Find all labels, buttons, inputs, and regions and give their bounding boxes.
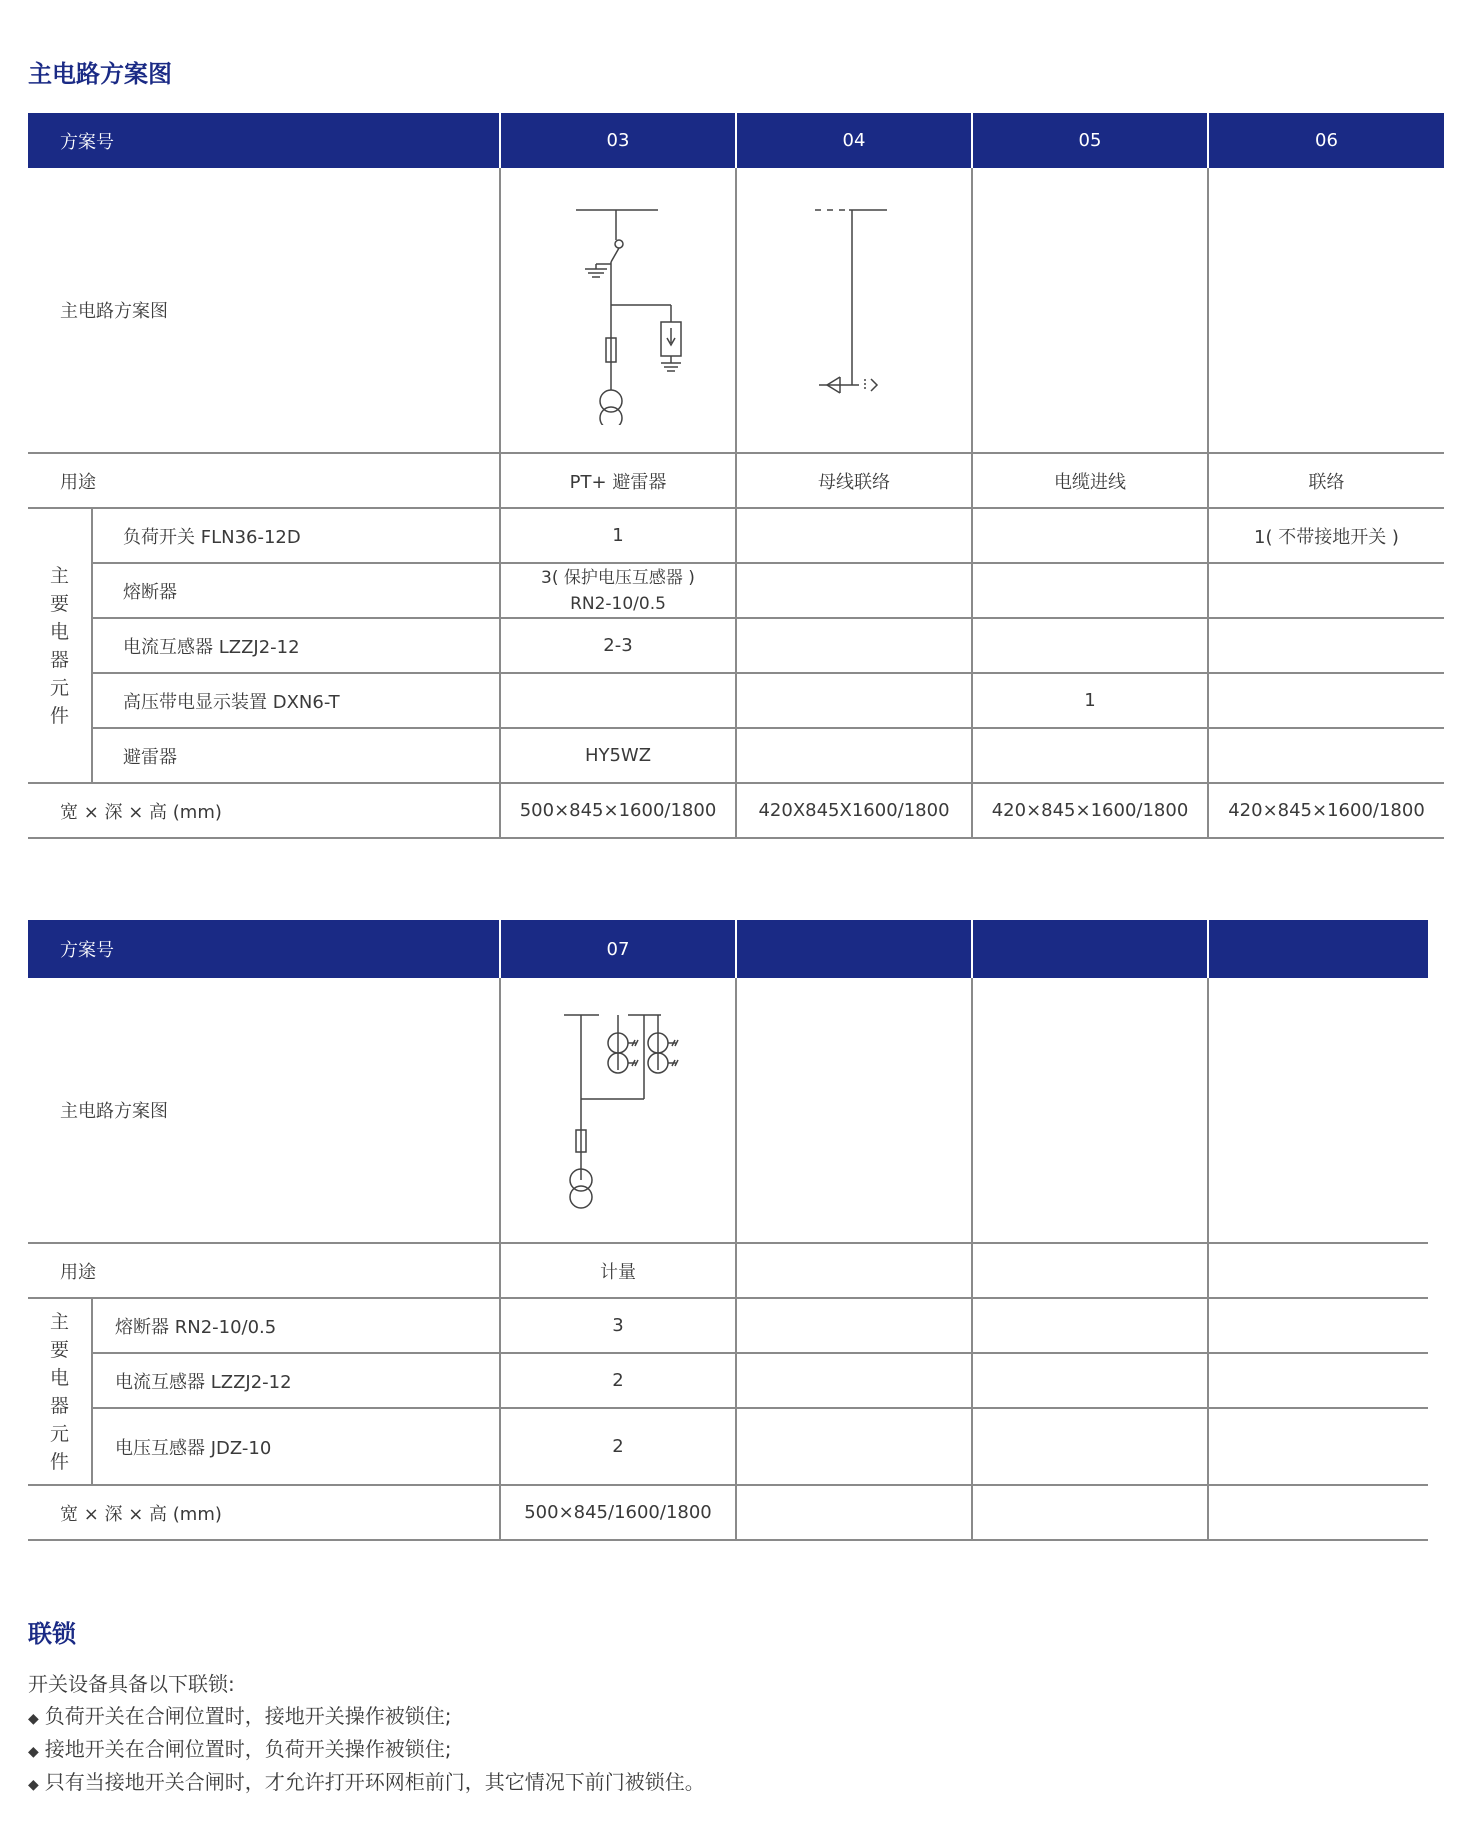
circuit-diagram-bus-tie [737,195,973,425]
component-value [736,563,972,618]
usage-value [972,1243,1208,1298]
scheme-number [972,920,1208,978]
component-value [736,1298,972,1353]
group-label-char: 器 [49,648,69,671]
component-value [500,673,736,728]
diamond-bullet-icon: ◆ [28,1744,39,1760]
component-value [736,1353,972,1408]
circuit-diagram-cell [500,168,736,453]
component-row [28,618,1444,673]
usage-label: 用途 [28,453,500,508]
dimensions-value: 500×845×1600/1800 [500,783,736,838]
component-row [28,728,1444,783]
component-row [28,1353,1428,1408]
list-item [28,1733,705,1766]
circuit-diagram-pt-arrester [501,195,737,425]
usage-value: 联络 [1208,453,1444,508]
group-label-char: 主 [49,1310,69,1333]
header-label: 方案号 [28,113,500,168]
scheme-number [736,920,972,978]
scheme-number: 03 [500,113,736,168]
component-value: 2 [500,1408,736,1485]
group-label-char: 元 [49,676,69,699]
component-row [28,563,1444,618]
group-label-char: 元 [49,1422,69,1445]
scheme-number: 06 [1208,113,1444,168]
component-value: 2-3 [500,618,736,673]
component-value [972,728,1208,783]
diagram-row [28,168,1444,453]
usage-value: 母线联络 [736,453,972,508]
component-value: 1( 不带接地开关 ) [1208,508,1444,563]
component-value: 1 [972,673,1208,728]
scheme-number: 05 [972,113,1208,168]
table-header-row [28,920,1428,978]
dimensions-value: 420×845×1600/1800 [972,783,1208,838]
list-item [28,1700,705,1733]
interlock-list [28,1700,705,1799]
scheme-number [1208,920,1428,978]
component-group-label [28,1298,92,1485]
component-row [28,1298,1428,1353]
component-value [1208,673,1444,728]
scheme-table-2 [28,920,1428,1541]
circuit-diagram-cell [736,168,972,453]
component-row [28,508,1444,563]
usage-label: 用途 [28,1243,500,1298]
diamond-bullet-icon: ◆ [28,1711,39,1727]
component-row [28,673,1444,728]
component-value [1208,1408,1428,1485]
component-name: 电压互感器 JDZ-10 [92,1408,500,1485]
group-label-char: 件 [49,1450,69,1473]
circuit-diagram-cell [500,978,736,1243]
usage-row [28,453,1444,508]
component-name: 熔断器 RN2-10/0.5 [92,1298,500,1353]
group-label-char: 器 [49,1394,69,1417]
diagram-row [28,978,1428,1243]
scheme-number: 04 [736,113,972,168]
component-value [972,1298,1208,1353]
table-header-row [28,113,1444,168]
component-value [972,1353,1208,1408]
section-title-main-circuit: 主电路方案图 [28,60,172,88]
list-item-text: 负荷开关在合闸位置时，接地开关操作被锁住; [44,1704,452,1728]
dimensions-row [28,783,1444,838]
group-label-char: 要 [49,1338,69,1361]
list-item-text: 接地开关在合闸位置时，负荷开关操作被锁住; [44,1737,452,1761]
circuit-diagram-cell-empty [1208,168,1444,453]
group-label-char: 件 [49,704,69,727]
circuit-diagram-cell-empty [1208,978,1428,1243]
usage-row [28,1243,1428,1298]
component-name: 电流互感器 LZZJ2-12 [92,618,500,673]
dimensions-value: 420×845×1600/1800 [1208,783,1444,838]
dimensions-value [972,1485,1208,1540]
circuit-diagram-metering [501,1000,737,1220]
component-name: 避雷器 [92,728,500,783]
group-label-char: 要 [49,592,69,615]
group-label-char: 电 [49,620,69,643]
component-value [1208,1353,1428,1408]
section-title-interlock: 联锁 [28,1620,76,1648]
component-value [972,1408,1208,1485]
circuit-diagram-cell-empty [736,978,972,1243]
component-value [972,508,1208,563]
scheme-number: 07 [500,920,736,978]
component-value [736,508,972,563]
dimensions-value [1208,1485,1428,1540]
component-name: 负荷开关 FLN36-12D [92,508,500,563]
component-value: 1 [500,508,736,563]
component-value: 3 [500,1298,736,1353]
list-item [28,1766,705,1799]
component-value [972,618,1208,673]
component-name: 高压带电显示装置 DXN6-T [92,673,500,728]
dimensions-label: 宽 × 深 × 高 (mm) [28,1485,500,1540]
circuit-diagram-cell-empty [972,168,1208,453]
component-value [736,1408,972,1485]
component-name: 熔断器 [92,563,500,618]
component-value [972,563,1208,618]
component-value [736,728,972,783]
dimensions-value: 500×845/1600/1800 [500,1485,736,1540]
usage-value [1208,1243,1428,1298]
group-label-char: 电 [49,1366,69,1389]
diamond-bullet-icon: ◆ [28,1777,39,1793]
component-value [736,618,972,673]
dimensions-value: 420X845X1600/1800 [736,783,972,838]
component-value [1208,1298,1428,1353]
component-value [736,673,972,728]
usage-value [736,1243,972,1298]
header-label: 方案号 [28,920,500,978]
component-value: 3( 保护电压互感器 ) RN2-10/0.5 [500,563,736,618]
dimensions-value [736,1485,972,1540]
interlock-intro: 开关设备具备以下联锁: [28,1672,235,1696]
dimensions-row [28,1485,1428,1540]
diagram-label: 主电路方案图 [28,978,500,1243]
usage-value: 电缆进线 [972,453,1208,508]
component-group-label [28,508,92,783]
usage-value: PT+ 避雷器 [500,453,736,508]
list-item-text: 只有当接地开关合闸时，才允许打开环网柜前门，其它情况下前门被锁住。 [44,1770,705,1794]
component-name: 电流互感器 LZZJ2-12 [92,1353,500,1408]
component-value: HY5WZ [500,728,736,783]
usage-value: 计量 [500,1243,736,1298]
component-value [1208,618,1444,673]
scheme-table-1 [28,113,1444,839]
component-value [1208,728,1444,783]
dimensions-label: 宽 × 深 × 高 (mm) [28,783,500,838]
diagram-label: 主电路方案图 [28,168,500,453]
component-value [1208,563,1444,618]
circuit-diagram-cell-empty [972,978,1208,1243]
group-label-char: 主 [49,564,69,587]
component-row [28,1408,1428,1485]
component-value: 2 [500,1353,736,1408]
